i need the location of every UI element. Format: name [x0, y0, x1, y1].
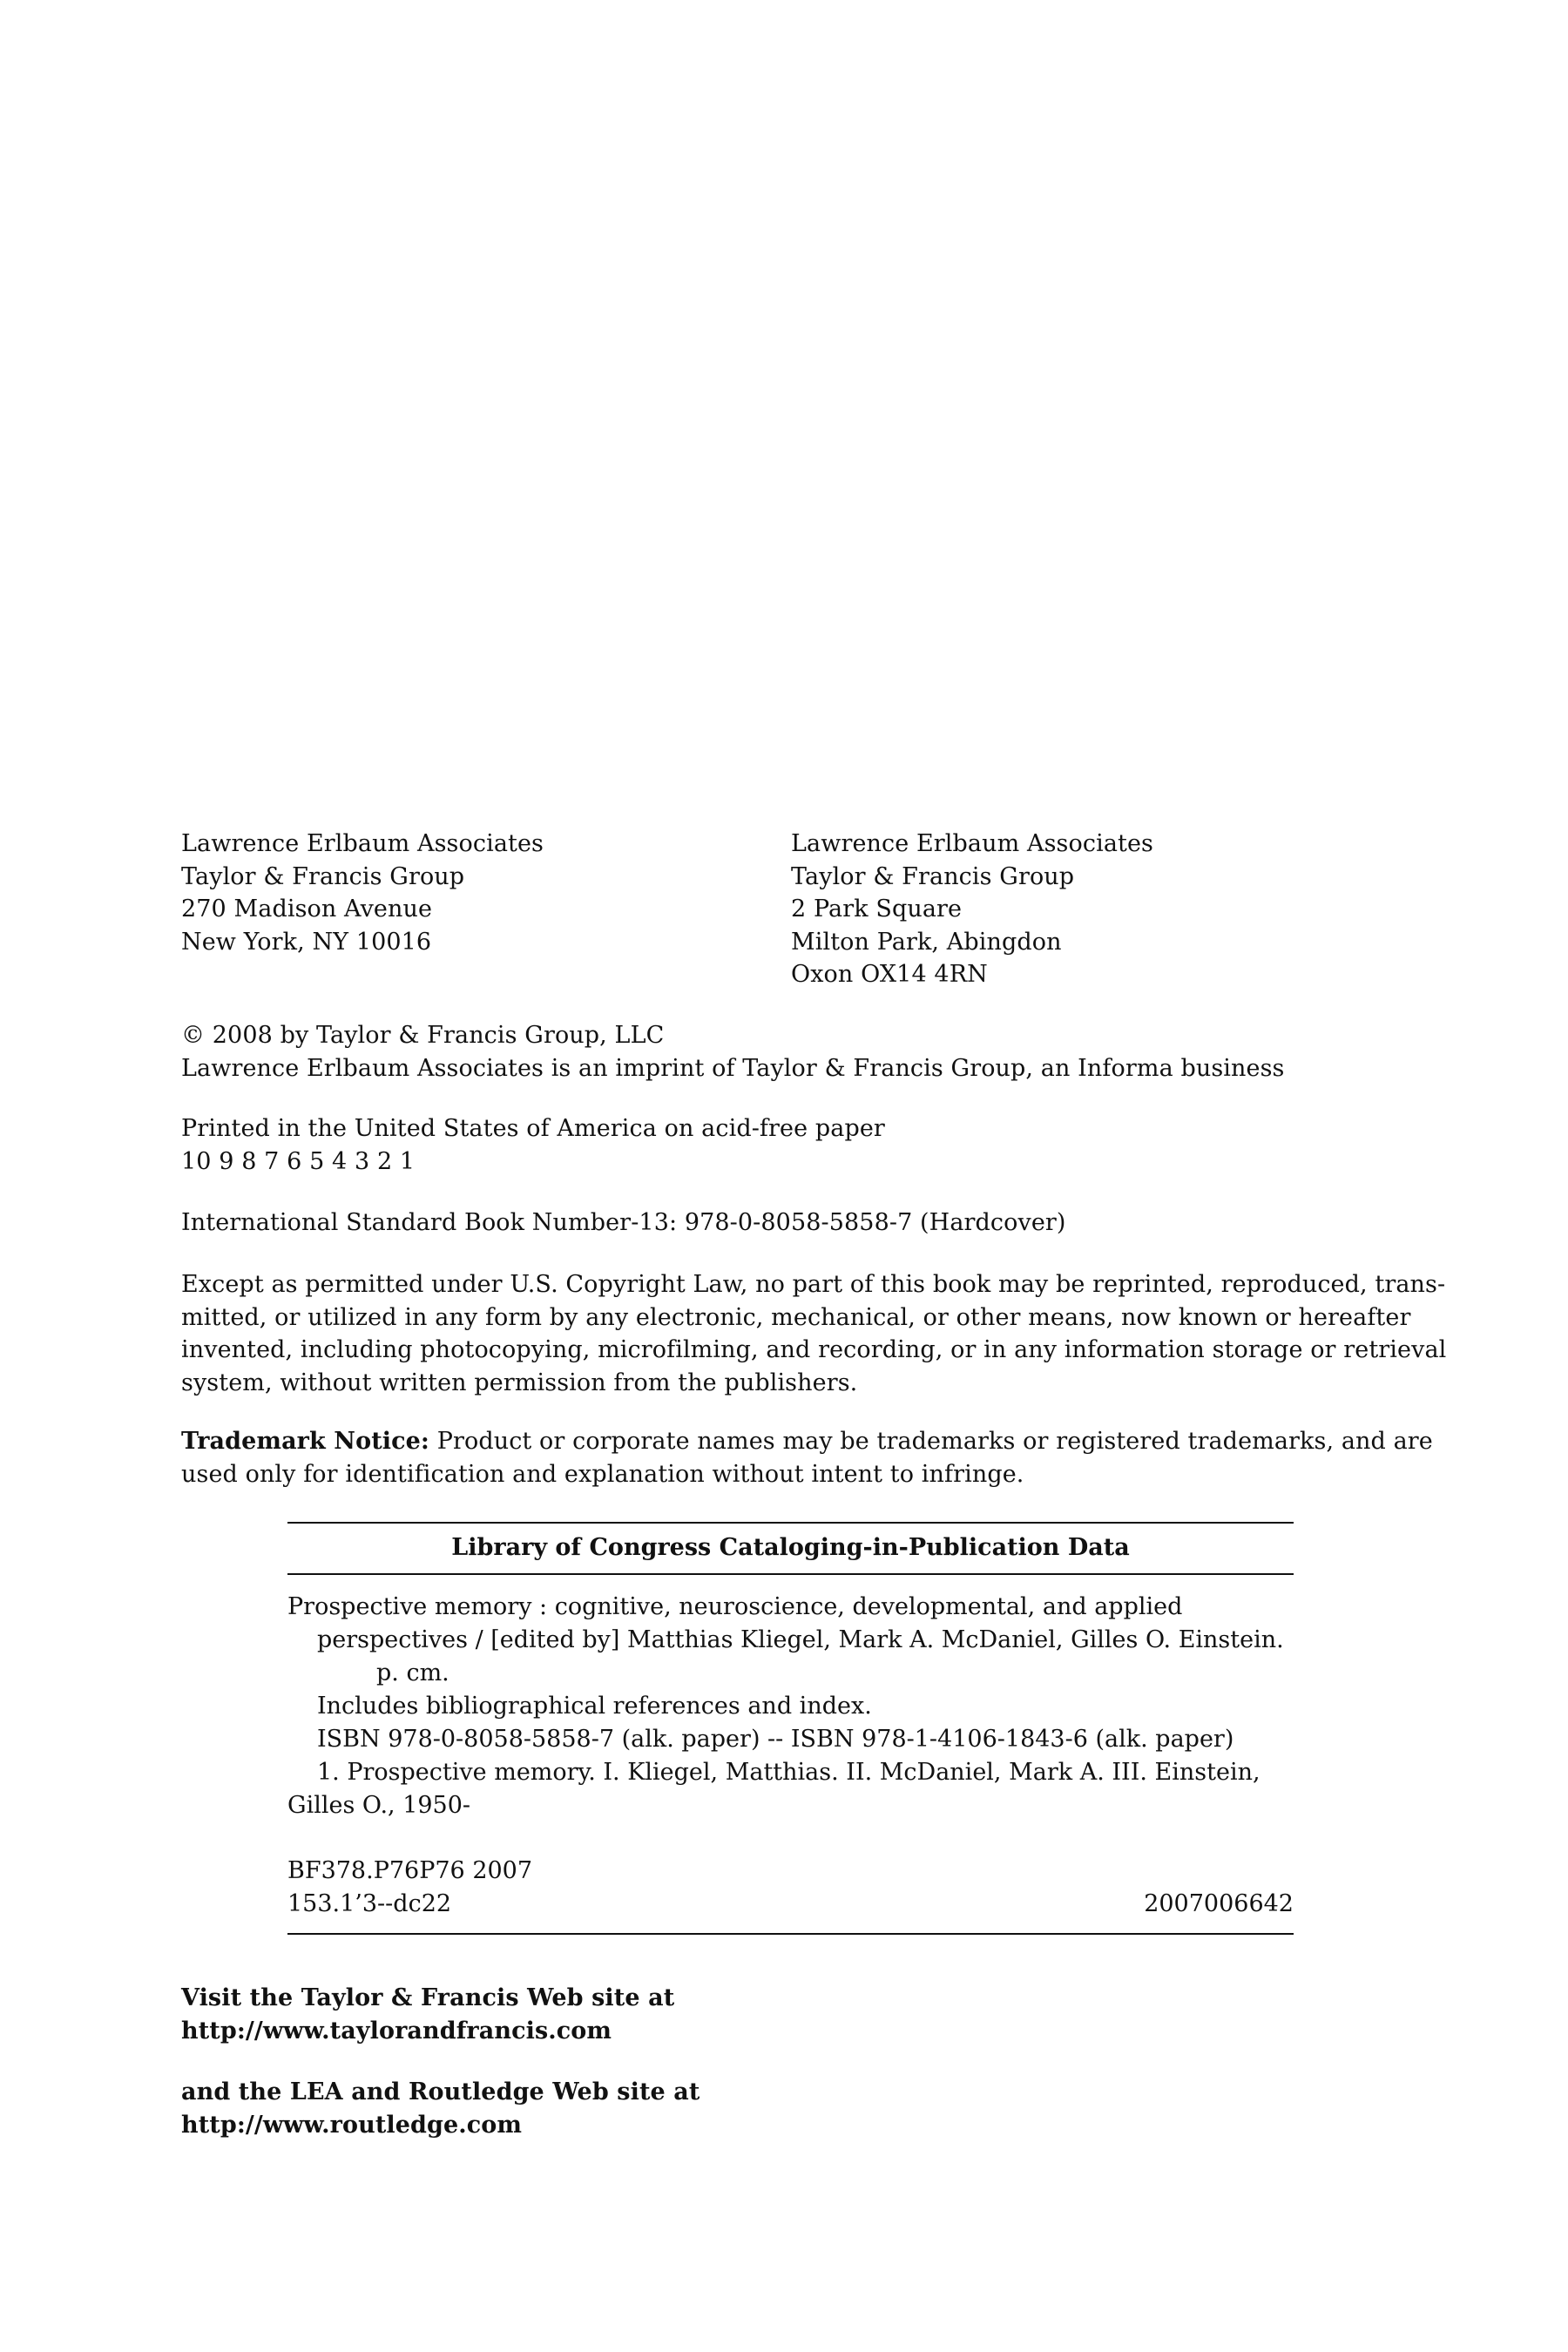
- address-line: Oxon OX14 4RN: [791, 961, 988, 988]
- cip-isbn-line: ISBN 978-0-8058-5858-7 (alk. paper) -- ISBN 978-1-4106-1843-6 (alk. paper): [317, 1726, 1234, 1753]
- cip-bibliography: Includes bibliographical references and index.: [317, 1693, 872, 1720]
- cip-title-line: perspectives / [edited by] Matthias Kliegel, Mark A. McDaniel, Gilles O. Einstein.: [317, 1626, 1284, 1653]
- isbn-text: International Standard Book Number-13: 978-0-8058-5858-7 (Hardcover): [181, 1209, 1066, 1236]
- address-line: 2 Park Square: [791, 896, 963, 923]
- call-number: BF378.P76P76 2007: [287, 1857, 533, 1884]
- tf-website-notice: [181, 1982, 1401, 2047]
- address-line: Taylor & Francis Group: [181, 862, 465, 890]
- cip-pages: p. cm.: [376, 1659, 449, 1686]
- lea-website-label: and the LEA and Routledge Web site at: [181, 2078, 700, 2105]
- trademark-line-2: used only for identification and explanation without intent to infringe.: [181, 1460, 1024, 1488]
- us-address: [181, 828, 791, 958]
- printing-number-line: 10 9 8 7 6 5 4 3 2 1: [181, 1147, 416, 1175]
- cip-body: [287, 1575, 1294, 1921]
- trademark-line: [181, 1425, 1433, 1458]
- permission-line: system, without written permission from the publishers.: [181, 1369, 858, 1396]
- dewey-number: 153.1’3--dc22: [287, 1890, 452, 1917]
- cip-data-block: [287, 1522, 1294, 1935]
- trademark-text: Product or corporate names may be trademarks or registered trademarks, and are: [429, 1428, 1433, 1455]
- lea-website-notice: [181, 2076, 1401, 2141]
- tf-website-label: Visit the Taylor & Francis Web site at: [181, 1984, 675, 2011]
- address-line: 270 Madison Avenue: [181, 896, 433, 923]
- copyright-line: © 2008 by Taylor & Francis Group, LLC: [181, 1022, 665, 1049]
- address-line: Lawrence Erlbaum Associates: [181, 830, 544, 857]
- permission-notice: [181, 1268, 1447, 1399]
- tf-website-url: http://www.taylorandfrancis.com: [181, 2017, 612, 2044]
- trademark-notice: [181, 1425, 1433, 1490]
- permission-line: mitted, or utilized in any form by any electronic, mechanical, or other means, now known or hereafter: [181, 1303, 1411, 1331]
- cip-subjects-line: Gilles O., 1950-: [287, 1792, 471, 1819]
- publisher-addresses: [181, 828, 1401, 993]
- permission-line: Except as permitted under U.S. Copyright Law, no part of this book may be reprinted, reproduced, trans-: [181, 1271, 1446, 1298]
- cip-header: Library of Congress Cataloging-in-Publication Data: [451, 1534, 1130, 1561]
- cip-classification: [287, 1855, 1294, 1921]
- uk-address: [791, 828, 1401, 991]
- lea-website-url: http://www.routledge.com: [181, 2111, 523, 2139]
- printing-info: [181, 1112, 1401, 1178]
- cip-subjects-line: 1. Prospective memory. I. Kliegel, Matthias. II. McDaniel, Mark A. III. Einstein,: [317, 1759, 1260, 1786]
- imprint-line: Lawrence Erlbaum Associates is an imprint of Taylor & Francis Group, an Informa business: [181, 1054, 1285, 1082]
- copyright-notice: [181, 1019, 1401, 1085]
- printed-in-line: Printed in the United States of America on acid-free paper: [181, 1115, 885, 1142]
- address-line: Milton Park, Abingdon: [791, 928, 1062, 956]
- address-line: Taylor & Francis Group: [791, 862, 1075, 890]
- address-line: Lawrence Erlbaum Associates: [791, 830, 1154, 857]
- trademark-label: Trademark Notice:: [181, 1428, 430, 1455]
- cip-bottom-rule: [287, 1933, 1294, 1935]
- cip-title-line: Prospective memory : cognitive, neuroscience, developmental, and applied: [287, 1593, 1183, 1620]
- lccn: 2007006642: [1144, 1890, 1294, 1917]
- address-line: New York, NY 10016: [181, 928, 432, 956]
- permission-line: invented, including photocopying, microfilming, and recording, or in any information storage or retrieval: [181, 1336, 1447, 1363]
- classification-row: [287, 1888, 1294, 1921]
- isbn-statement: [181, 1206, 1401, 1240]
